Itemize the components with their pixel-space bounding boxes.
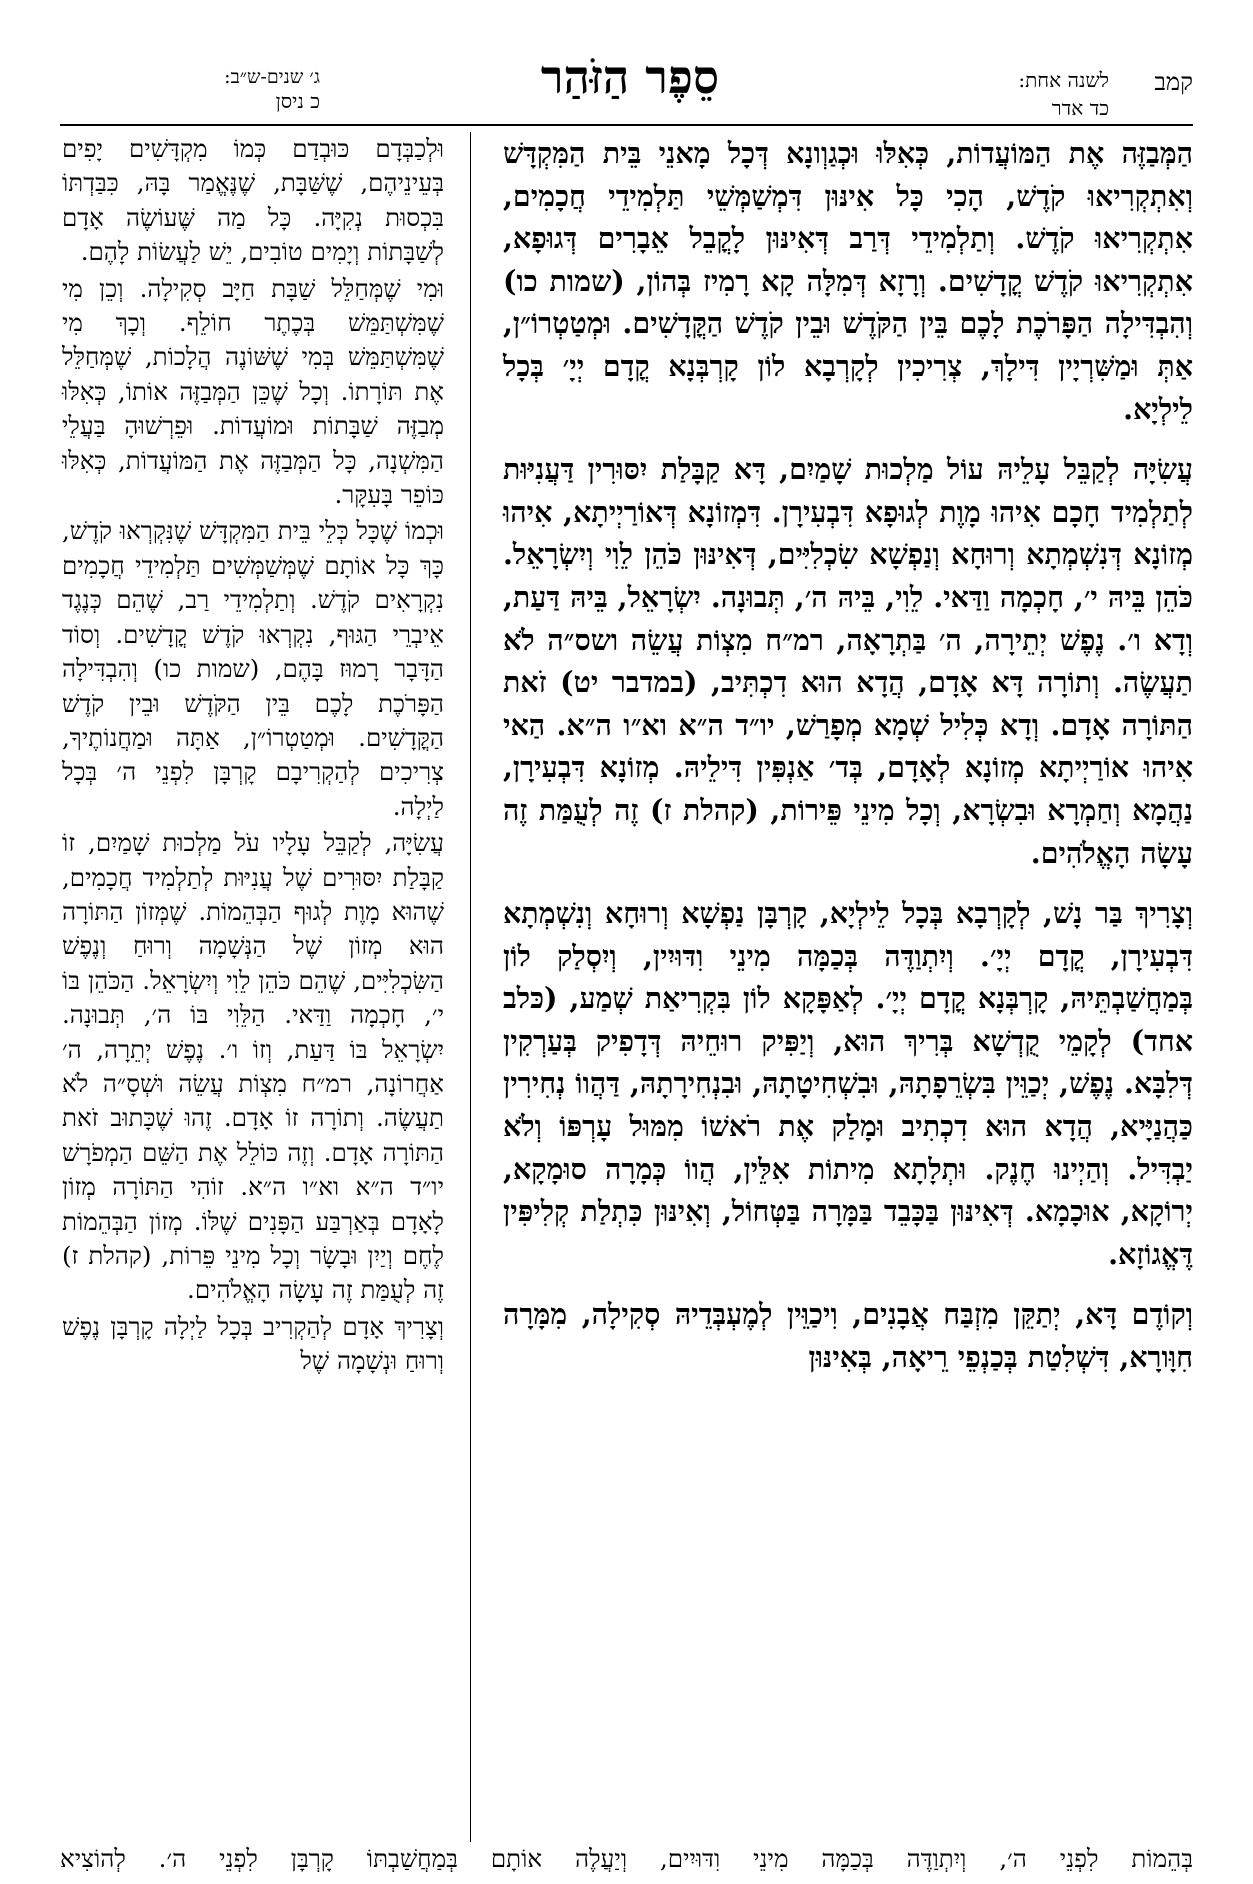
main-paragraph: וְצָרִיךְ בַּר נָשׁ, לְקָרְבָא בְּכָל לֵילְיָא, קָרְבָּן נַפְשָׁא וְרוּחָא וְנִשְׁמְתָא דִּבְעִירָן, קֳדָם יְיָ׳. וְיִתְוַדֶּה בְּכַמָּה מִינֵי וִדּוּיִין, וְיִסְלַק לוֹן בְּמַחֲשַׁבְתֵּיהּ, קָרְבְּנָא קֳדָם יְיָ׳. לְאַפָּקָא לוֹן בִּקְרִיאַת שְׁמַע, (כּלב אחד) לְקָמֵי קֻדְשָׁא בְּרִיךְ הוּא, וְיַפִּיק רוּחֵיהּ דְּדָפִיק בְּעַרְקִין דְּלִבָּא. נֶפֶשׁ, יְכַוֵּין בִּשְׂרֵפָתָהּ, וּבִשְׁחִיטָתָהּ, וּבִנְחִירָתָהּ, דַּהֲווֹ נְחִירִין כַּהֲנַיָּיא, הֲדָא הוּא דִכְתִיב וּמָלַק אֶת רֹאשׁוֹ מִמּוּל עָרְפּוֹ וְלֹא יַבְדִּיל. וְהַיְינוּ חֶנֶק. וּתְלָתָא מִיתוֹת אִלֵּין, הֲווֹ כְּמָרָה סוּמָקָא, יְרוֹקָא, אוּכָמָא. דְּאִינּוּן בַּכָּבֵד בַּמָּרָה בַּטְּחוֹל, וְאִינּוּן כִּתְלַת קְלִיפִּין דֶּאֱגוֹזָא.: [503, 896, 1193, 1271]
side-paragraph: עֲשִׂיָּה, לְקַבֵּל עָלָיו עֹל מַלְכוּת שָׁמַיִם, זוֹ קַבָּלַת יִסּוּרִים שֶׁל עֲנִיּוּת לְתַלְמִיד חֲכָמִים, שֶׁהוּא מָוֶת לְגוּף הַבְּהֵמוֹת. שֶׁמְּזוֹן הַתּוֹרָה הוּא מְזוֹן שֶׁל הַנְּשָׁמָה וְרוּחַ וְנֶפֶשׁ הַשִּׂכְלִיִּים, שֶׁהֵם כֹּהֵן לֵוִי וְיִשְׂרָאֵל. הַכֹּהֵן בּוֹ י׳, חָכְמָה וַדַּאי. הַלֵּוִי בּוֹ ה׳, תְּבוּנָה. יִשְׂרָאֵל בּוֹ דַּעַת, וְזוֹ ו׳. נֶפֶשׁ יְתֵרָה, ה׳ אַחֲרוֹנָה, רמ״ח מִצְוֹת עֲשֵׂה וּשְׁסָ״ה לֹא תַעֲשֶׂה. וְתוֹרָה זוֹ אָדָם. זֶהוּ שֶׁכָּתוּב זֹאת הַתּוֹרָה אָדָם. וְזֶה כּוֹלֵל אֶת הַשֵּׁם הַמְפֹרָשׁ יו״ד ה״א וא״ו ה״א. זוֹהִי הַתּוֹרָה מְזוֹן לָאָדָם בְּאַרְבַּע הַפָּנִים שֶׁלּוֹ. מְזוֹן הַבְּהֵמוֹת לֶחֶם וְיַיִן וּבָשָׂר וְכָל מִינֵי פֵּרוֹת, (קהלת ז) זֶה לְעֻמַּת זֶה עָשָׂה הָאֱלֹהִים.: [62, 828, 444, 1305]
year-label-left: ג׳ שנים-ש״ב:: [224, 66, 320, 88]
main-paragraph: הַמְּבַזֶּה אֶת הַמּוֹעֲדוֹת, כְּאִלּוּ וּכְגַוְונָא דְּכָל מָאנֵי בֵּית הַמִּקְדָּשׁ וְאִתְקְרִיאוּ קֹדֶשׁ, הָכִי כָּל אִינּוּן דִּמְשַׁמְּשֵׁי תַּלְמִידֵי חֲכָמִים, אִתְקְרִיאוּ קֹדֶשׁ. וְתַלְמִידֵי דְּרַב דְּאִינּוּן לָקֳבֵל אֵבָרִים דְּגוּפָא, אִתְקְרִיאוּ קֹדֶשׁ קֳדָשִׁים. וְרָזָא דְּמִלָּה קָא רָמִיז בְּהוֹן, (שמות כו) וְהִבְדִּילָה הַפָּרֹכֶת לָכֶם בֵּין הַקֹּדֶשׁ וּבֵין קֹדֶשׁ הַקֳּדָשִׁים. וּמְטַטְרוֹ״ן, אַתְּ וּמַשִּׁרְיָין דִּילָךְ, צְרִיכִין לְקָרְבָא לוֹן קָרְבְּנָא קֳדָם יְיָ׳ בְּכָל לֵילְיָא.: [503, 136, 1193, 426]
year-label-right: לשנה אחת:: [1018, 68, 1109, 92]
bottom-text-line: בְּהֵמוֹת לִפְנֵי ה׳, וְיִתְוַדֶּה בְּכַמָּה מִינֵי וִדּוּיִים, וְיַעֲלֶה אוֹתָם בְּמַחֲשַׁבְתּוֹ קָרְבָּן לִפְנֵי ה׳. לְהוֹצִיא: [60, 1844, 1193, 1873]
book-title: סֵפֶר הַזֹּהַר: [540, 50, 720, 104]
side-column: [62, 132, 444, 1381]
main-paragraph: וְקוֹדֶם דָּא, יְתַקֵּן מִזְבַּח אֲבָנִים, וִיכַוֵּין לְמֶעְבְּדֵיהּ סְקִילָה, מִמָּרָה חִוָּורָא, דִּשְׁלִטַת בְּכַנְפֵי רֵיאָה, בְּאִינּוּן: [503, 1297, 1193, 1375]
date-right: כד אדר: [1051, 96, 1109, 120]
header-right: [943, 66, 1193, 122]
header-left: [60, 66, 320, 114]
side-paragraph: וּלְכַבְּדָם כּוּבְדַם כְּמוֹ מִקְדָּשִׁים יָפִים בְּעֵינֵיהֶם, שֶׁשַּׁבָּת, שֶׁנֶּאֱמַר בָּהּ, כִּבַּדְתּוֹ בִּכְסוּת נְקִיָּה. כָּל מַה שֶּׁעוֹשֶׂה אָדָם לְשַׁבָּתוֹת וְיָמִים טוֹבִים, יֵשׁ לַעֲשׂוֹת לָהֶם.: [62, 134, 444, 267]
side-paragraph: וּמִי שֶׁמְּחַלֵּל שַׁבָּת חַיָּב סְקִילָה. וְכֵן מִי שֶׁמִּשְׁתַּמֵּשׁ בְּכֶתֶר חוֹלֵף. וְכָךְ מִי שֶׁמִּשְׁתַּמֵּשׁ בְּמִי שֶׁשּׁוֹנֶה הֲלָכוֹת, שֶׁמְּחַלֵּל אֶת תּוֹרָתוֹ. וְכָל שֶׁכֵּן הַמְּבַזֶּה אוֹתוֹ, כְּאִלּוּ מְבַזֶּה שַׁבָּתוֹת וּמוֹעֲדוֹת. וּפֵרְשׁוּהָ בַּעֲלֵי הַמִּשְׁנָה, כָּל הַמְּבַזֶּה אֶת הַמּוֹעֲדוֹת, כְּאִלּוּ כּוֹפֵר בָּעִקָּר.: [62, 273, 444, 510]
page-number: קמב: [1154, 68, 1193, 96]
column-divider: [470, 132, 471, 1842]
side-paragraph: וּכְמוֹ שֶׁכָּל כְּלֵי בֵּית הַמִּקְדָּשׁ שֶׁנִּקְרְאוּ קֹדֶשׁ, כָּךְ כָּל אוֹתָם שֶׁמְּשַׁמְּשִׁים תַּלְמִידֵי חֲכָמִים נִקְרָאִים קֹדֶשׁ. וְתַלְמִידֵי רַב, שֶׁהֵם כְּנֶגֶד אֵיבְרֵי הַגּוּף, נִקְרְאוּ קֹדֶשׁ קֳדָשִׁים. וְסוֹד הַדָּבָר רָמוּז בָּהֶם, (שמות כו) וְהִבְדִּילָה הַפָּרֹכֶת לָכֶם בֵּין הַקֹּדֶשׁ וּבֵין קֹדֶשׁ הַקֳּדָשִׁים. וּמְטַטְרוֹ״ן, אַתָּה וּמַחֲנוֹתֶיךָ, צְרִיכִים לְהַקְרִיבָם קָרְבָּן לִפְנֵי ה׳ בְּכָל לַיְלָה.: [62, 516, 444, 821]
side-paragraph: וְצָרִיךְ אָדָם לְהַקְרִיב בְּכָל לַיְלָה קָרְבָּן נֶפֶשׁ וְרוּחַ וּנְשָׁמָה שֶׁל: [62, 1311, 444, 1376]
header-rule: [60, 124, 1193, 126]
main-paragraph: עֲשִׂיָּה לְקַבֵּל עָלֵיהּ עוֹל מַלְכוּת שָׁמַיִם, דָּא קַבָּלַת יִסּוּרִין דַּעֲנִיּוּת לְתַלְמִיד חָכָם אִיהוּ מָוֶת לְגוּפָא דִּבְעִירָן. דִּמְזוֹנָא דְּאוֹרַיְיתָא, אִיהוּ מְזוֹנָא דְּנִשְׁמְתָא וְרוּחָא וְנַפְשָׁא שִׂכְלִיִּים, דְּאִינּוּן כֹּהֵן לֵוִי וְיִשְׂרָאֵל. כֹּהֵן בֵּיהּ י׳, חָכְמָה וַדַּאי. לֵוִי, בֵּיהּ ה׳, תְּבוּנָה. יִשְׂרָאֵל, בֵּיהּ דַּעַת, וְדָא ו׳. נֶפֶשׁ יְתֵירָה, ה׳ בַּתְרָאָה, רמ״ח מִצְוֹת עֲשֵׂה ושס״ה לֹא תַעֲשֶׂה. וְתוֹרָה דָּא אָדָם, הֲדָא הוּא דִכְתִּיב, (במדבר יט) זֹאת הַתּוֹרָה אָדָם. וְדָא כְּלִיל שְׁמָא מְפָרַשׁ, יו״ד ה״א וא״ו ה״א. הַאי אִיהוּ אוֹרַיְיתָא מְזוֹנָא לְאָדָם, בְּד׳ אַנְפִּין דִּילֵיהּ. מְזוֹנָא דִּבְעִירָן, נַהֲמָא וְחַמְרָא וּבִשְׂרָא, וְכָל מִינֵי פֵּירוֹת, (קהלת ז) זֶה לְעֻמַּת זֶה עָשָׂה הָאֱלֹהִים.: [503, 452, 1193, 870]
main-column: [503, 132, 1193, 1397]
date-left: כ ניסן: [275, 89, 320, 113]
